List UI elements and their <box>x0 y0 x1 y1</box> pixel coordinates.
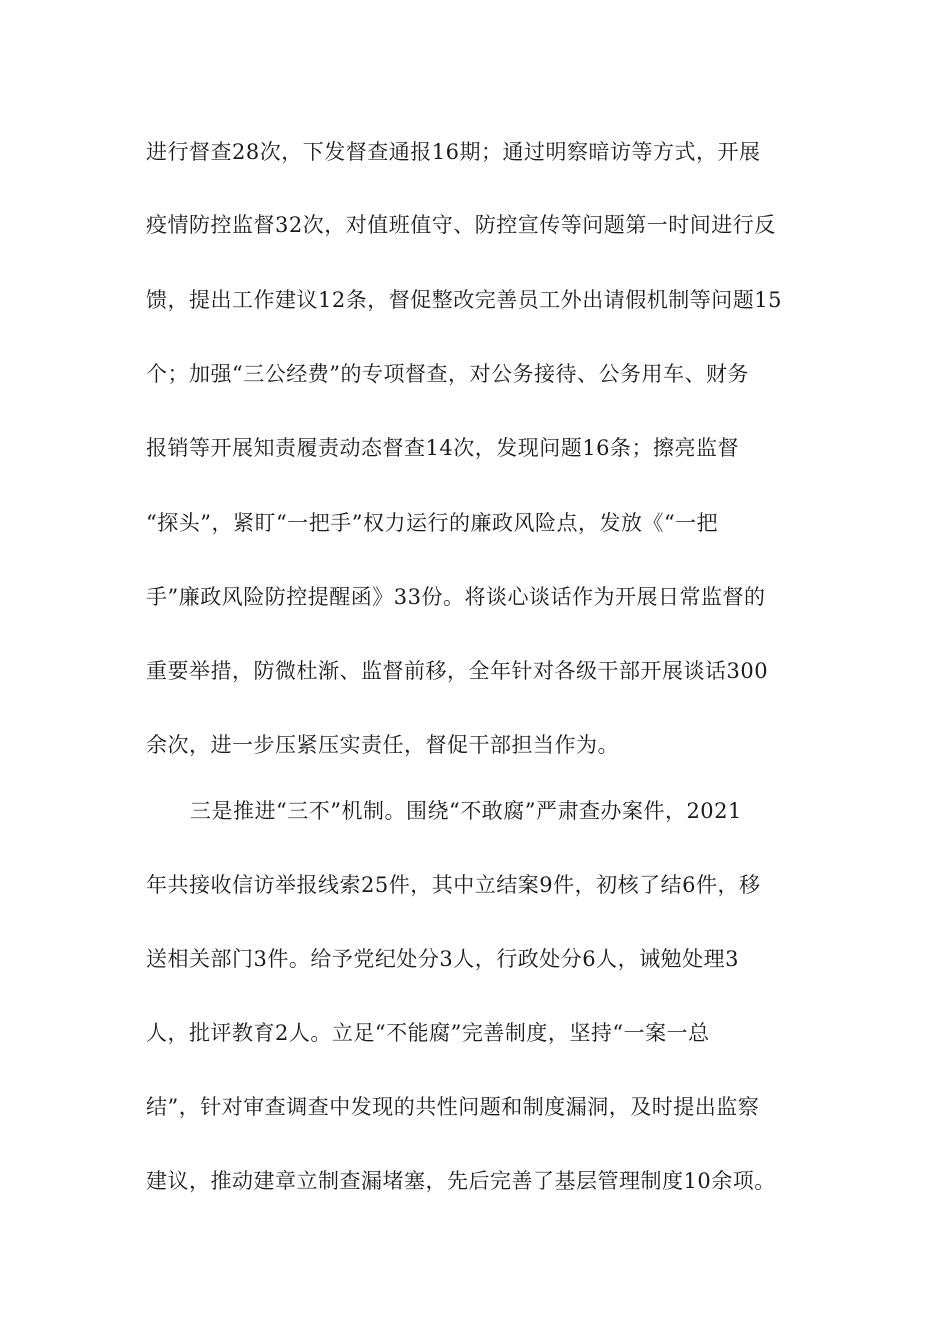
text-line: 余次，进一步压紧压实责任，督促干部担当作为。 <box>146 733 619 757</box>
text-line: 馈，提出工作建议12条，督促整改完善员工外出请假机制等问题15 <box>146 288 782 312</box>
text-line: 送相关部门3件。给予党纪处分3人，行政处分6人，诫勉处理3 <box>146 947 739 971</box>
text-line: 进行督查28次，下发督查通报16期；通过明察暗访等方式，开展 <box>146 140 761 164</box>
text-line: 报销等开展知责履责动态督查14次，发现问题16条；擦亮监督 <box>146 436 739 460</box>
paragraph-start-line: 三是推进“三不”机制。围绕“不敢腐”严肃查办案件，2021 <box>190 799 742 823</box>
text-line: 重要举措，防微杜渐、监督前移，全年针对各级干部开展谈话300 <box>146 659 769 683</box>
text-line: 个；加强“三公经费”的专项督查，对公务接待、公务用车、财务 <box>146 362 749 386</box>
text-line: 建议，推动建章立制查漏堵塞，先后完善了基层管理制度10余项。 <box>146 1169 776 1193</box>
text-line: 疫情防控监督32次，对值班值守、防控宣传等问题第一时间进行反 <box>146 213 776 237</box>
text-line: “探头”，紧盯“一把手”权力运行的廉政风险点，发放《“一把 <box>146 511 719 535</box>
text-line: 人，批评教育2人。立足“不能腐”完善制度，坚持“一案一总 <box>146 1021 710 1045</box>
text-line: 结”，针对审查调查中发现的共性问题和制度漏洞，及时提出监察 <box>146 1095 760 1119</box>
text-line: 手”廉政风险防控提醒函》33份。将谈心谈话作为开展日常监督的 <box>146 585 766 609</box>
text-line: 年共接收信访举报线索25件，其中立结案9件，初核了结6件，移 <box>146 873 761 897</box>
